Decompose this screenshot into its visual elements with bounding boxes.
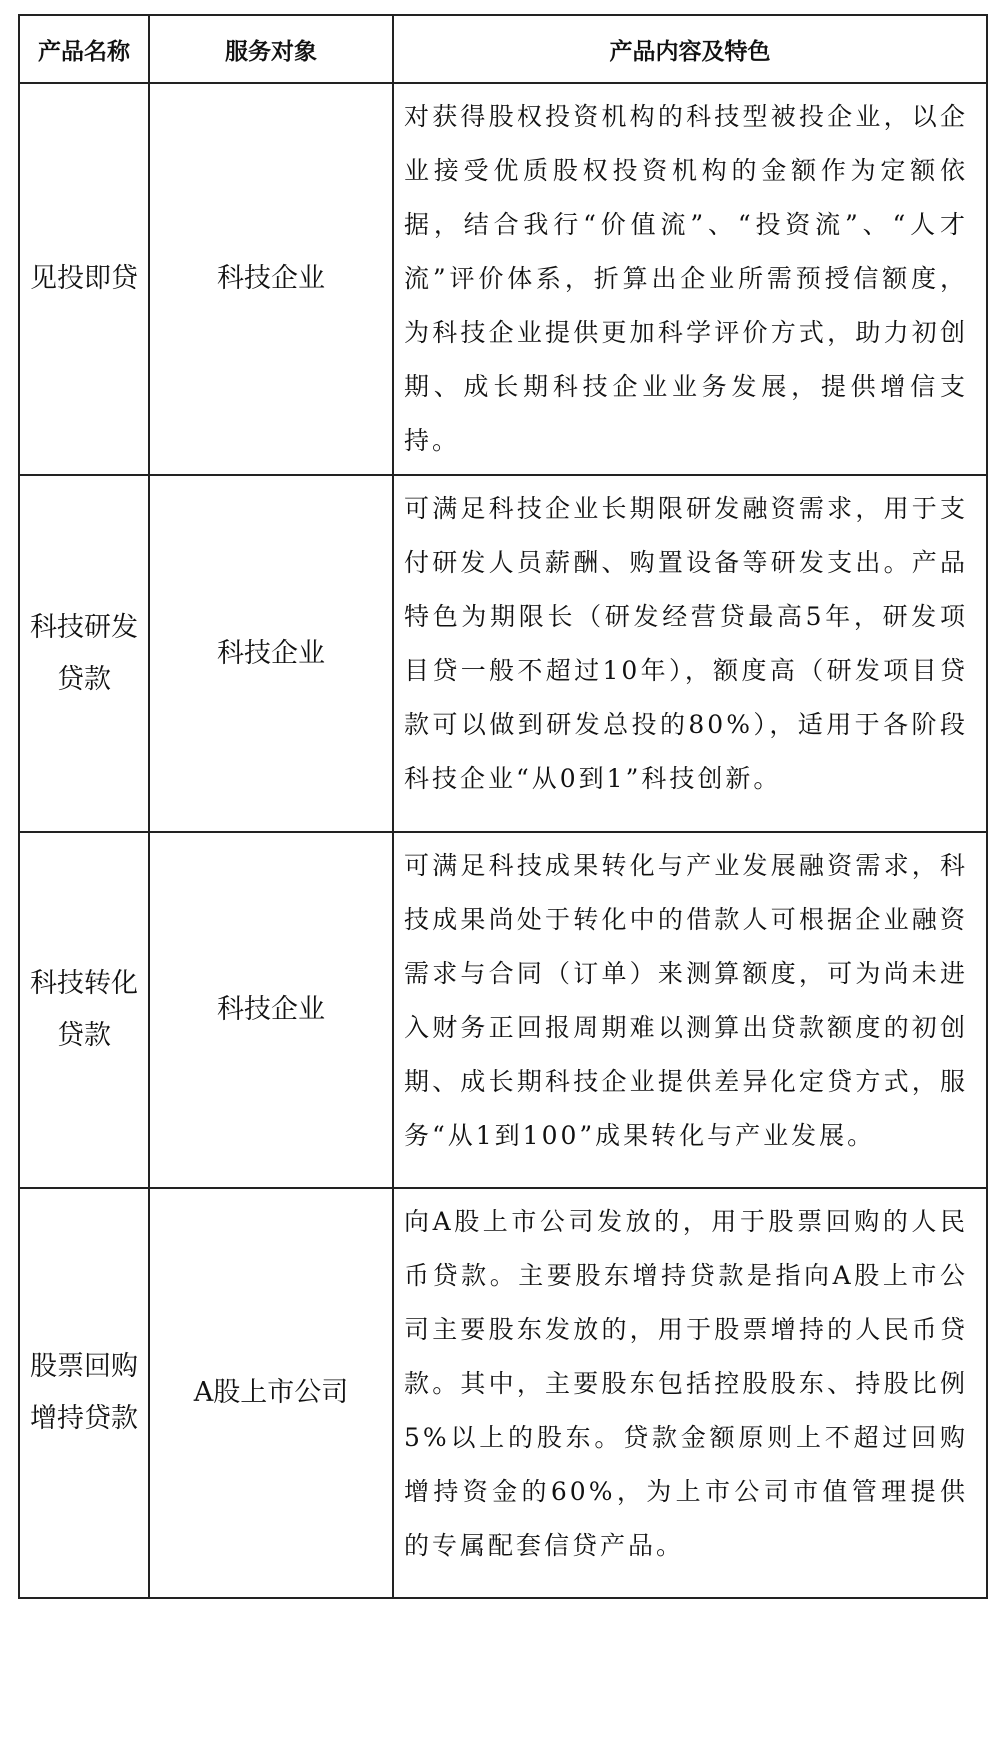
header-service-target: 服务对象 — [149, 15, 393, 83]
product-description: 对获得股权投资机构的科技型被投企业，以企业接受优质股权投资机构的金额作为定额依据，结合我行“价值流”、“投资流”、“人才流”评价体系，折算出企业所需预授信额度，为科技企业提供更加科学评价方式，助力初创期、成长期科技企业业务发展，提供增信支持。 — [404, 102, 968, 455]
product-name-cell: 见投即贷 — [19, 83, 149, 475]
product-name-cell: 科技研发贷款 — [19, 475, 149, 832]
product-description: 向A股上市公司发放的，用于股票回购的人民币贷款。主要股东增持贷款是指向A股上市公司主要股东发放的，用于股票增持的人民币贷款。其中，主要股东包括控股股东、持股比例5%以上的股东。贷款金额原则上不超过回购增持资金的60%，为上市公司市值管理提供的专属配套信贷产品。 — [404, 1207, 968, 1560]
product-description-cell — [393, 832, 987, 1188]
table-row — [19, 83, 987, 475]
service-target-cell: 科技企业 — [149, 475, 393, 832]
document-page — [18, 14, 988, 1599]
service-target-cell: 科技企业 — [149, 83, 393, 475]
service-target-cell: 科技企业 — [149, 832, 393, 1188]
table-row — [19, 1188, 987, 1598]
product-name-cell: 股票回购增持贷款 — [19, 1188, 149, 1598]
product-table — [18, 14, 988, 1599]
service-target-cell: A股上市公司 — [149, 1188, 393, 1598]
product-description-cell — [393, 1188, 987, 1598]
product-description-cell — [393, 475, 987, 832]
table-header-row — [19, 15, 987, 83]
product-description: 可满足科技成果转化与产业发展融资需求，科技成果尚处于转化中的借款人可根据企业融资需求与合同（订单）来测算额度，可为尚未进入财务正回报周期难以测算出贷款额度的初创期、成长期科技企业提供差异化定贷方式，服务“从1到100”成果转化与产业发展。 — [404, 851, 968, 1150]
product-description-cell — [393, 83, 987, 475]
table-row — [19, 832, 987, 1188]
header-product-name: 产品名称 — [19, 15, 149, 83]
table-row — [19, 475, 987, 832]
product-description: 可满足科技企业长期限研发融资需求，用于支付研发人员薪酬、购置设备等研发支出。产品特色为期限长（研发经营贷最高5年，研发项目贷一般不超过10年），额度高（研发项目贷款可以做到研发总投的80%），适用于各阶段科技企业“从0到1”科技创新。 — [404, 494, 968, 793]
header-product-content: 产品内容及特色 — [393, 15, 987, 83]
product-name-cell: 科技转化贷款 — [19, 832, 149, 1188]
